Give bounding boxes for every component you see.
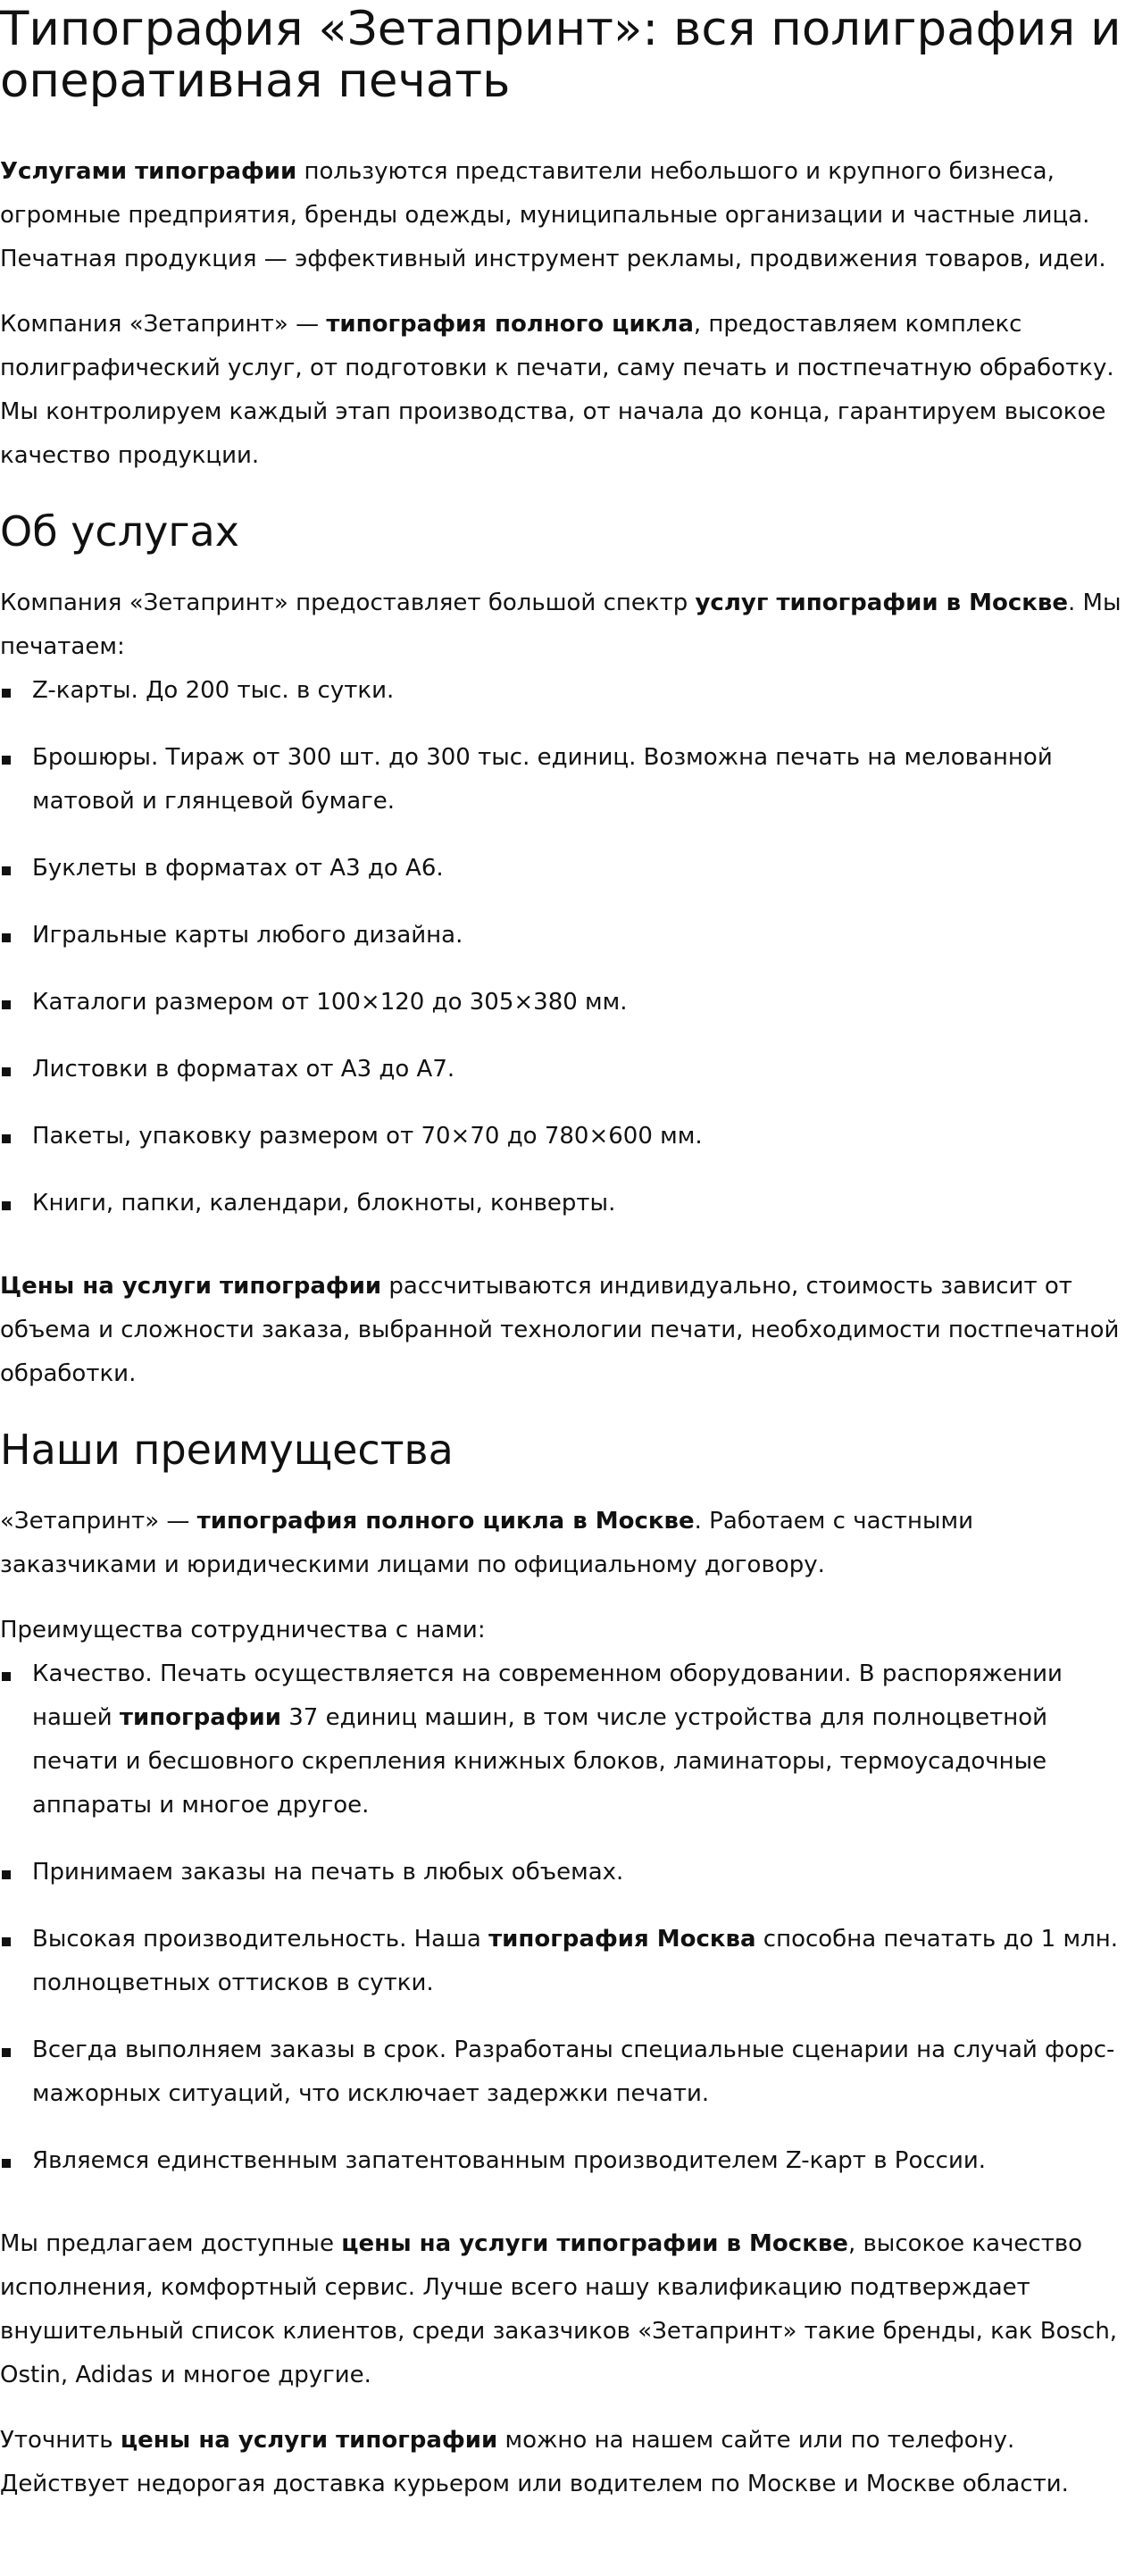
page-title: Типография «Зетапринт»: вся полиграфия и оперативная печать [0,2,1121,108]
bold-phrase: типография полного цикла в Москве [196,1508,695,1535]
list-item: Книги, папки, календари, блокноты, конверты. [0,1182,1134,1225]
paragraph-text: Мы предлагаем доступные [0,2230,342,2257]
prices-paragraph [0,1265,1134,1396]
list-item: Каталоги размером от 100×120 до 305×380 мм. [0,981,1134,1025]
paragraph-text: рассчитываются индивидуально, стоимость зависит от объема и сложности заказа, выбранной технологии печати, необходимости постпечатной обработки. [0,1273,1120,1387]
advantages-heading: Наши преимущества [0,1426,454,1474]
list-item: Всегда выполняем заказы в срок. Разработаны специальные сценарии на случай форс-мажорных ситуаций, что исключает задержки печати. [0,2028,1134,2116]
square-bullet-icon [2,1134,11,1143]
bold-phrase: цены на услуги типографии [120,2427,498,2454]
services-list [0,669,1134,1225]
square-bullet-icon [2,689,11,698]
intro-paragraph-1 [0,150,1134,281]
paragraph-text: Компания «Зетапринт» — [0,311,327,338]
square-bullet-icon [2,756,11,765]
square-bullet-icon [2,2048,11,2057]
paragraph-text: , высокое качество исполнения, комфортный сервис. Лучше всего нашу квалификацию подтверждает внушительный список клиентов, среди заказчиков «Зетапринт» такие бренды, как Bosch, Ostin, Adidas и многое другие. [0,2230,1118,2388]
square-bullet-icon [2,1937,11,1946]
paragraph-text: . Мы печатаем: [0,590,1121,660]
paragraph-text: пользуются представители небольшого и крупного бизнеса, огромные предприятия, бренды одежды, муниципальные организации и частные лица. Печатная продукция — эффективный инструмент рекламы, продвижения товаров, идеи. [0,158,1106,272]
list-item: Брошюры. Тираж от 300 шт. до 300 тыс. единиц. Возможна печать на мелованной матовой и глянцевой бумаге. [0,736,1134,824]
paragraph-text: . Работаем с частными заказчиками и юридическими лицами по официальному договору. [0,1508,973,1578]
list-item: Являемся единственным запатентованным производителем Z-карт в России. [0,2139,1134,2183]
services-heading: Об услугах [0,507,239,556]
paragraph-text: Уточнить [0,2427,121,2454]
square-bullet-icon [2,2159,11,2168]
bold-phrase: типография полного цикла [326,311,694,338]
list-item: Z-карты. До 200 тыс. в сутки. [0,669,1134,713]
square-bullet-icon [2,866,11,875]
list-item: Принимаем заказы на печать в любых объемах. [0,1851,1134,1894]
advantages-lead: Преимущества сотрудничества с нами: [0,1617,486,1643]
square-bullet-icon [2,1000,11,1009]
list-item: Буклеты в форматах от А3 до А6. [0,847,1134,891]
bold-phrase: цены на услуги типографии в Москве [341,2230,848,2257]
offer-paragraph [0,2222,1134,2397]
paragraph-text: , предоставляем комплекс полиграфический услуг, от подготовки к печати, саму печать и постпечатную обработку. Мы контролируем каждый этап производства, от начала до конца, гарантируем высокое качество продукции. [0,311,1114,469]
bold-phrase: услуг типографии в Москве [695,590,1068,616]
bold-phrase: Услугами типографии [0,158,297,185]
contact-paragraph [0,2419,1134,2506]
list-item: Пакеты, упаковку размером от 70×70 до 780×600 мм. [0,1115,1134,1158]
paragraph-text: Компания «Зетапринт» предоставляет большой спектр [0,590,696,616]
list-item: Игральные карты любого дизайна. [0,914,1134,958]
square-bullet-icon [2,1201,11,1210]
square-bullet-icon [2,1672,11,1681]
services-intro [0,581,1134,669]
advantages-intro [0,1500,1134,1587]
list-item: Листовки в форматах от А3 до А7. [0,1048,1134,1091]
square-bullet-icon [2,1067,11,1076]
square-bullet-icon [2,933,11,942]
square-bullet-icon [2,1870,11,1879]
bold-phrase: Цены на услуги типографии [0,1273,382,1300]
paragraph-text: можно на нашем сайте или по телефону. Действует недорогая доставка курьером или водителем по Москве и Москве области. [0,2427,1069,2497]
advantages-list [0,1652,1134,2183]
list-item: Качество. Печать осуществляется на современном оборудовании. В распоряжении нашей типографии 37 единиц машин, в том числе устройства для полноцветной печати и бесшовного скрепления книжных блоков, ламинаторы, термоусадочные аппараты и многое другое. [0,1652,1134,1827]
intro-paragraph-2 [0,303,1134,478]
list-item: Высокая производительность. Наша типография Москва способна печатать до 1 млн. полноцветных оттисков в сутки. [0,1918,1134,2005]
paragraph-text: «Зетапринт» — [0,1508,197,1535]
